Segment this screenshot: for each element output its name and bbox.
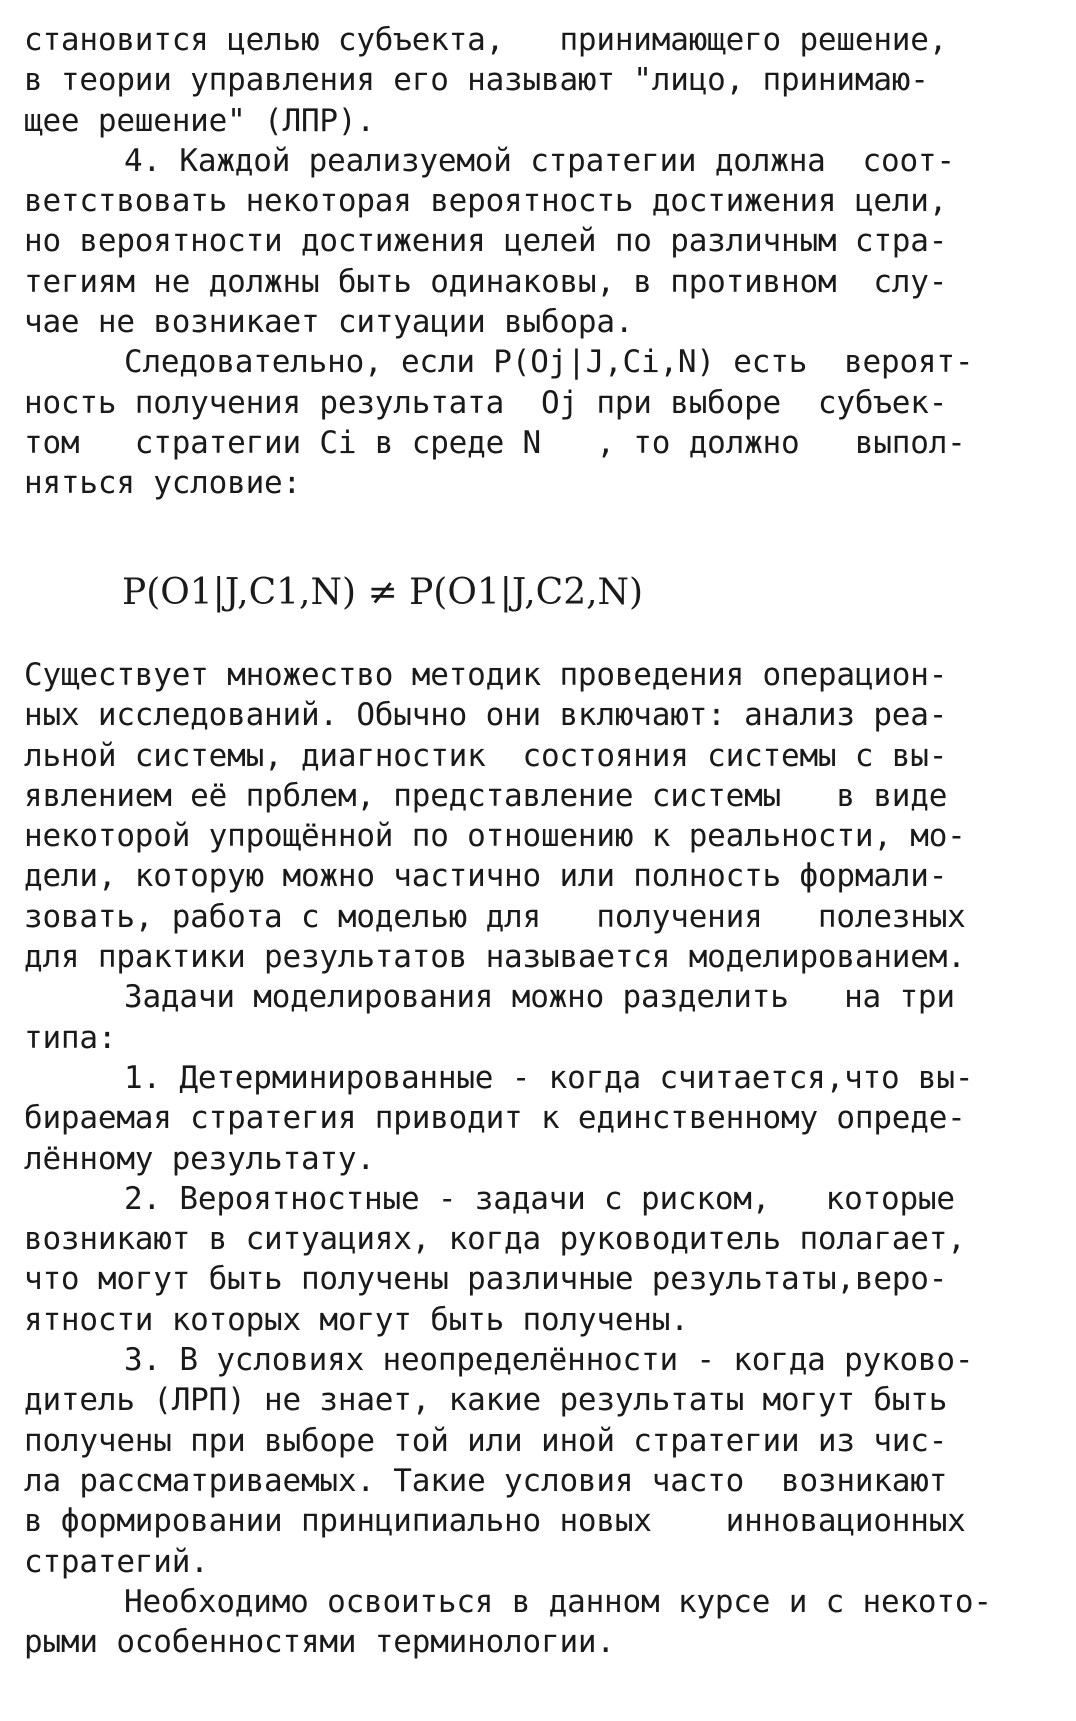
text-line: Задачи моделирования можно разделить на три: [124, 979, 955, 1016]
text-line: ветствовать некоторая вероятность достижения цели,: [24, 183, 948, 220]
text-line: 3. В условиях неопределённости - когда руково-: [124, 1342, 974, 1379]
text-line: щее решение" (ЛПР).: [24, 102, 375, 139]
text-line: няться условие:: [24, 465, 301, 502]
text-line: но вероятности достижения целей по различным стра-: [24, 223, 948, 260]
text-line: ных исследований. Обычно они включают: анализ реа-: [24, 697, 948, 734]
text-line: ность получения результата Oj при выборе субъек-: [24, 384, 948, 421]
text-line: что могут быть получены различные результаты,веро-: [24, 1261, 948, 1298]
text-line: Существует множество методик проведения операцион-: [24, 657, 948, 693]
text-line: 1. Детерминированные - когда считается,что вы-: [124, 1059, 974, 1096]
text-line: в формировании принципиально новых инновационных: [24, 1503, 966, 1540]
text-line: дитель (ЛРП) не знает, какие результаты могут быть: [24, 1382, 948, 1419]
text-line: Необходимо освоиться в данном курсе и с некото-: [124, 1583, 992, 1620]
text-line: дели, которую можно частично или полность формали-: [24, 858, 948, 895]
text-line: для практики результатов называется моделированием.: [24, 939, 966, 976]
text-line: том стратегии Ci в среде N , то должно выпол-: [24, 424, 966, 461]
page-text-bottom: [24, 655, 1049, 1662]
text-line: лённому результату.: [24, 1140, 375, 1177]
text-line: становится целью субъекта, принимающего решение,: [24, 22, 948, 58]
text-line: чае не возникает ситуации выбора.: [24, 304, 634, 341]
text-line: явлением её прблем, представление системы в виде: [24, 777, 948, 814]
text-line: ла рассматриваемых. Такие условия часто возникают: [24, 1462, 948, 1499]
text-line: бираемая стратегия приводит к единственному опреде-: [24, 1100, 966, 1137]
probability-inequality-formula: P(O1|J,C1,N) ≠ P(O1|J,C2,N): [122, 572, 644, 613]
text-line: стратегий.: [24, 1543, 209, 1580]
text-line: льной системы, диагностик состояния системы с вы-: [24, 737, 948, 774]
text-line: 4. Каждой реализуемой стратегии должна соот-: [124, 142, 955, 179]
text-line: рыми особенностями терминологии.: [24, 1624, 615, 1661]
text-line: некоторой упрощённой по отношению к реальности, мо-: [24, 818, 966, 855]
text-line: зовать, работа с моделью для получения полезных: [24, 898, 966, 935]
text-line: типа:: [24, 1019, 117, 1056]
text-line: в теории управления его называют "лицо, принимаю-: [24, 62, 929, 99]
text-line: возникают в ситуациях, когда руководитель полагает,: [24, 1221, 966, 1258]
page-text-top: [24, 20, 1049, 504]
text-line: ятности которых могут быть получены.: [24, 1301, 689, 1338]
text-line: Следовательно, если P(Oj|J,Ci,N) есть вероят-: [124, 344, 974, 381]
text-line: тегиям не должны быть одинаковы, в противном слу-: [24, 263, 948, 300]
text-line: получены при выборе той или иной стратегии из чис-: [24, 1422, 948, 1459]
text-line: 2. Вероятностные - задачи с риском, которые: [124, 1180, 955, 1217]
